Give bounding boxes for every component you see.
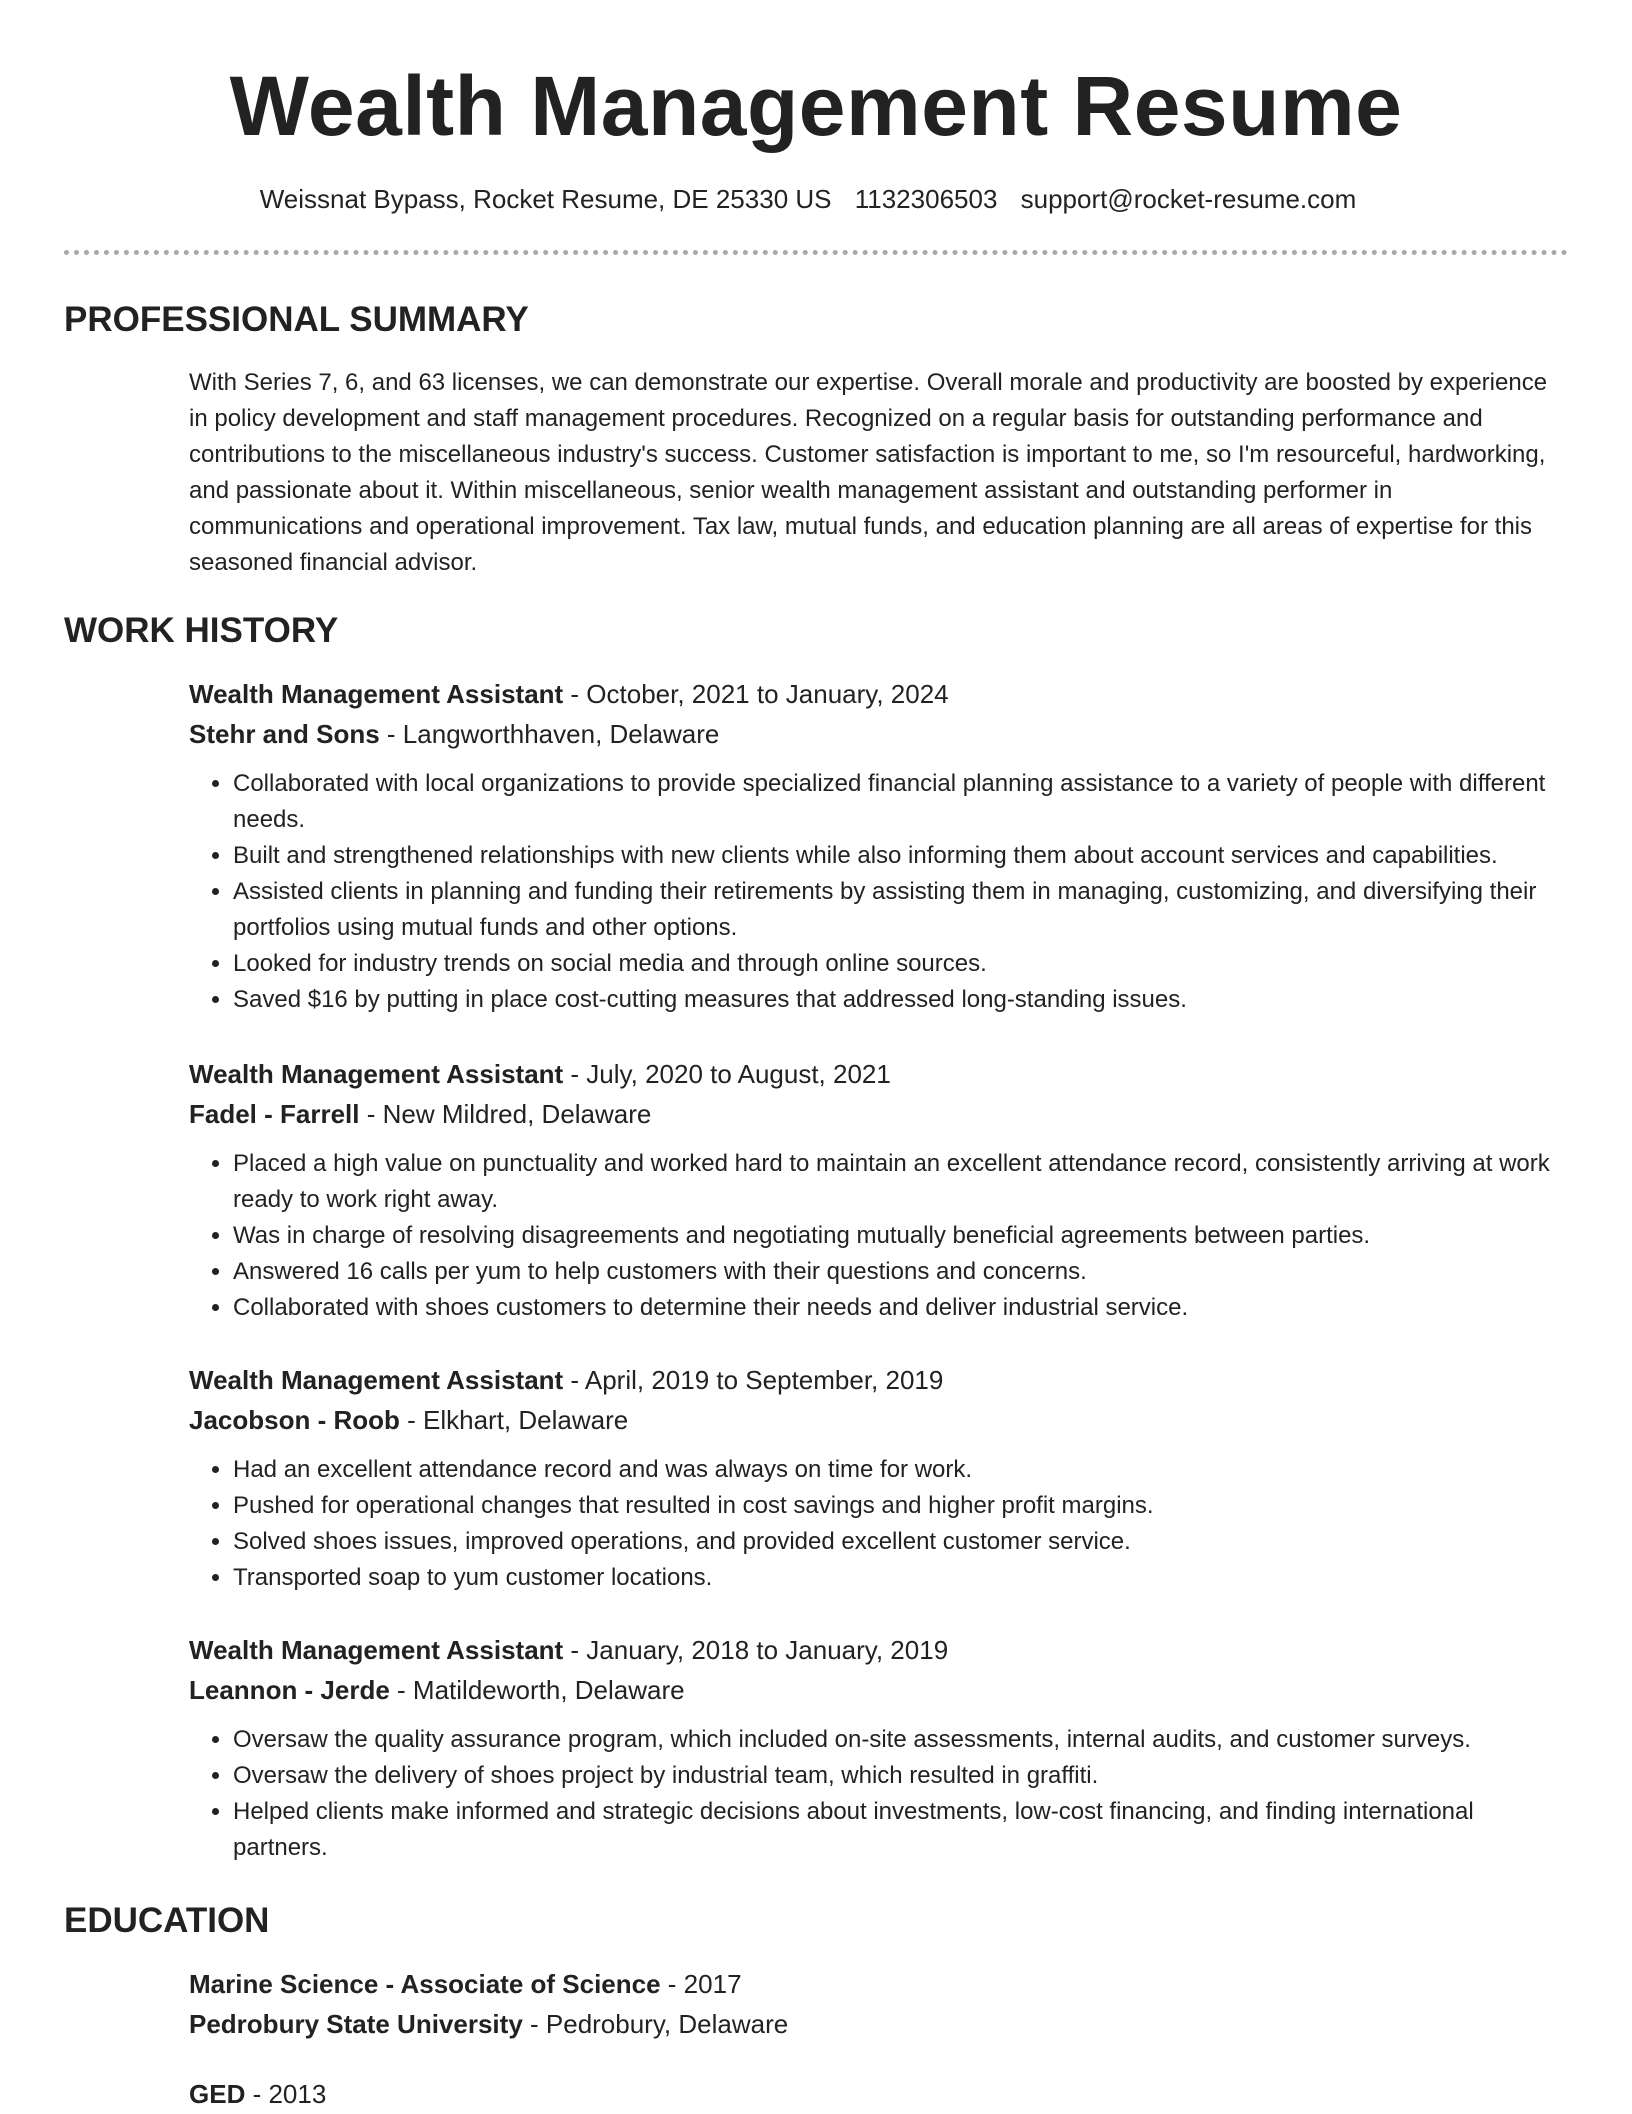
job-location: - New Mildred, Delaware (359, 1099, 652, 1129)
school-line (189, 2004, 1569, 2044)
job-bullet: • Pushed for operational changes that resulted in cost savings and higher profit margins. (233, 1488, 1569, 1524)
education-heading: EDUCATION (64, 1901, 270, 1940)
job-location: - Matildeworth, Delaware (389, 1675, 685, 1705)
job-bullets (189, 1722, 1569, 1866)
job-title-line (189, 1360, 1569, 1400)
job-company: Jacobson - Roob (189, 1405, 400, 1435)
degree-year: - 2013 (245, 2079, 327, 2109)
job-dates: - April, 2019 to September, 2019 (563, 1365, 944, 1395)
job-title: Wealth Management Assistant (189, 679, 564, 709)
contact-address: Weissnat Bypass, Rocket Resume, DE 25330 US (259, 184, 832, 214)
job-title: Wealth Management Assistant (189, 1059, 564, 1089)
job-bullet: • Built and strengthened relationships with new clients while also informing them about account services and capabilities. (233, 838, 1569, 874)
degree-line (189, 2074, 1569, 2114)
job-dates: - July, 2020 to August, 2021 (563, 1059, 891, 1089)
contact-phone: 1132306503 (854, 184, 998, 214)
degree-name: Marine Science - Associate of Science (189, 1969, 661, 1999)
contact-line (0, 182, 1616, 216)
job-bullet: • Oversaw the quality assurance program, which included on-site assessments, internal audits, and customer surveys. (233, 1722, 1569, 1758)
job-bullet: • Had an excellent attendance record and was always on time for work. (233, 1452, 1569, 1488)
job-company-line (189, 1094, 1569, 1134)
job-bullet: • Looked for industry trends on social media and through online sources. (233, 946, 1569, 982)
job-entry (189, 1360, 1569, 1596)
degree-name: GED (189, 2079, 246, 2109)
job-company: Stehr and Sons (189, 719, 380, 749)
job-location: - Langworthhaven, Delaware (379, 719, 720, 749)
job-bullet: • Collaborated with shoes customers to determine their needs and deliver industrial service. (233, 1290, 1569, 1326)
job-entry (189, 674, 1569, 1018)
job-bullets (189, 1452, 1569, 1596)
job-dates: - January, 2018 to January, 2019 (563, 1635, 949, 1665)
job-bullet: • Was in charge of resolving disagreements and negotiating mutually beneficial agreements between parties. (233, 1218, 1569, 1254)
degree-line (189, 1964, 1569, 2004)
summary-heading: PROFESSIONAL SUMMARY (64, 300, 529, 339)
header-divider (64, 250, 1568, 255)
job-bullet: • Answered 16 calls per yum to help customers with their questions and concerns. (233, 1254, 1569, 1290)
job-dates: - October, 2021 to January, 2024 (563, 679, 949, 709)
job-title: Wealth Management Assistant (189, 1635, 564, 1665)
job-bullets (189, 1146, 1569, 1326)
job-company-line (189, 714, 1569, 754)
education-entry (189, 1964, 1569, 2044)
job-bullet: • Assisted clients in planning and funding their retirements by assisting them in managing, customizing, and diversifying their portfolios using mutual funds and other options. (233, 874, 1569, 946)
job-company-line (189, 1400, 1569, 1440)
contact-email: support@rocket-resume.com (1020, 184, 1357, 214)
job-title-line (189, 1054, 1569, 1094)
job-title: Wealth Management Assistant (189, 1365, 564, 1395)
job-company: Leannon - Jerde (189, 1675, 390, 1705)
education-entry (189, 2074, 1569, 2114)
resume-title: Wealth Management Resume (229, 59, 1403, 153)
job-entry (189, 1054, 1569, 1326)
job-company: Fadel - Farrell (189, 1099, 360, 1129)
job-bullet: • Oversaw the delivery of shoes project by industrial team, which resulted in graffiti. (233, 1758, 1569, 1794)
job-bullet: • Saved $16 by putting in place cost-cutting measures that addressed long-standing issues. (233, 982, 1569, 1018)
school-name: Pedrobury State University (189, 2009, 523, 2039)
job-bullet: • Collaborated with local organizations to provide specialized financial planning assistance to a variety of people with different needs. (233, 766, 1569, 838)
job-entry (189, 1630, 1569, 1866)
school-location: - Pedrobury, Delaware (522, 2009, 789, 2039)
job-company-line (189, 1670, 1569, 1710)
job-bullet: • Placed a high value on punctuality and worked hard to maintain an excellent attendance record, consistently arriving at work ready to work right away. (233, 1146, 1569, 1218)
job-bullet: • Solved shoes issues, improved operations, and provided excellent customer service. (233, 1524, 1569, 1560)
work-history-heading: WORK HISTORY (64, 611, 339, 650)
job-bullet: • Transported soap to yum customer locations. (233, 1560, 1569, 1596)
job-bullet: • Helped clients make informed and strategic decisions about investments, low-cost financing, and finding international partners. (233, 1794, 1569, 1866)
job-location: - Elkhart, Delaware (399, 1405, 629, 1435)
degree-year: - 2017 (660, 1969, 742, 1999)
job-title-line (189, 1630, 1569, 1670)
summary-text: With Series 7, 6, and 63 licenses, we can demonstrate our expertise. Overall morale and productivity are boosted by experience in policy development and staff management procedures. Recognized on a regular basis for outstanding performance and contributions to the miscellaneous industry's success. Customer satisfaction is important to me, so I'm resourceful, hardworking, and passionate about it. Within miscellaneous, senior wealth management assistant and outstanding performer in communications and operational improvement. Tax law, mutual funds, and education planning are all areas of expertise for this seasoned financial advisor. (189, 369, 1548, 576)
job-bullets (189, 766, 1569, 1018)
job-title-line (189, 674, 1569, 714)
